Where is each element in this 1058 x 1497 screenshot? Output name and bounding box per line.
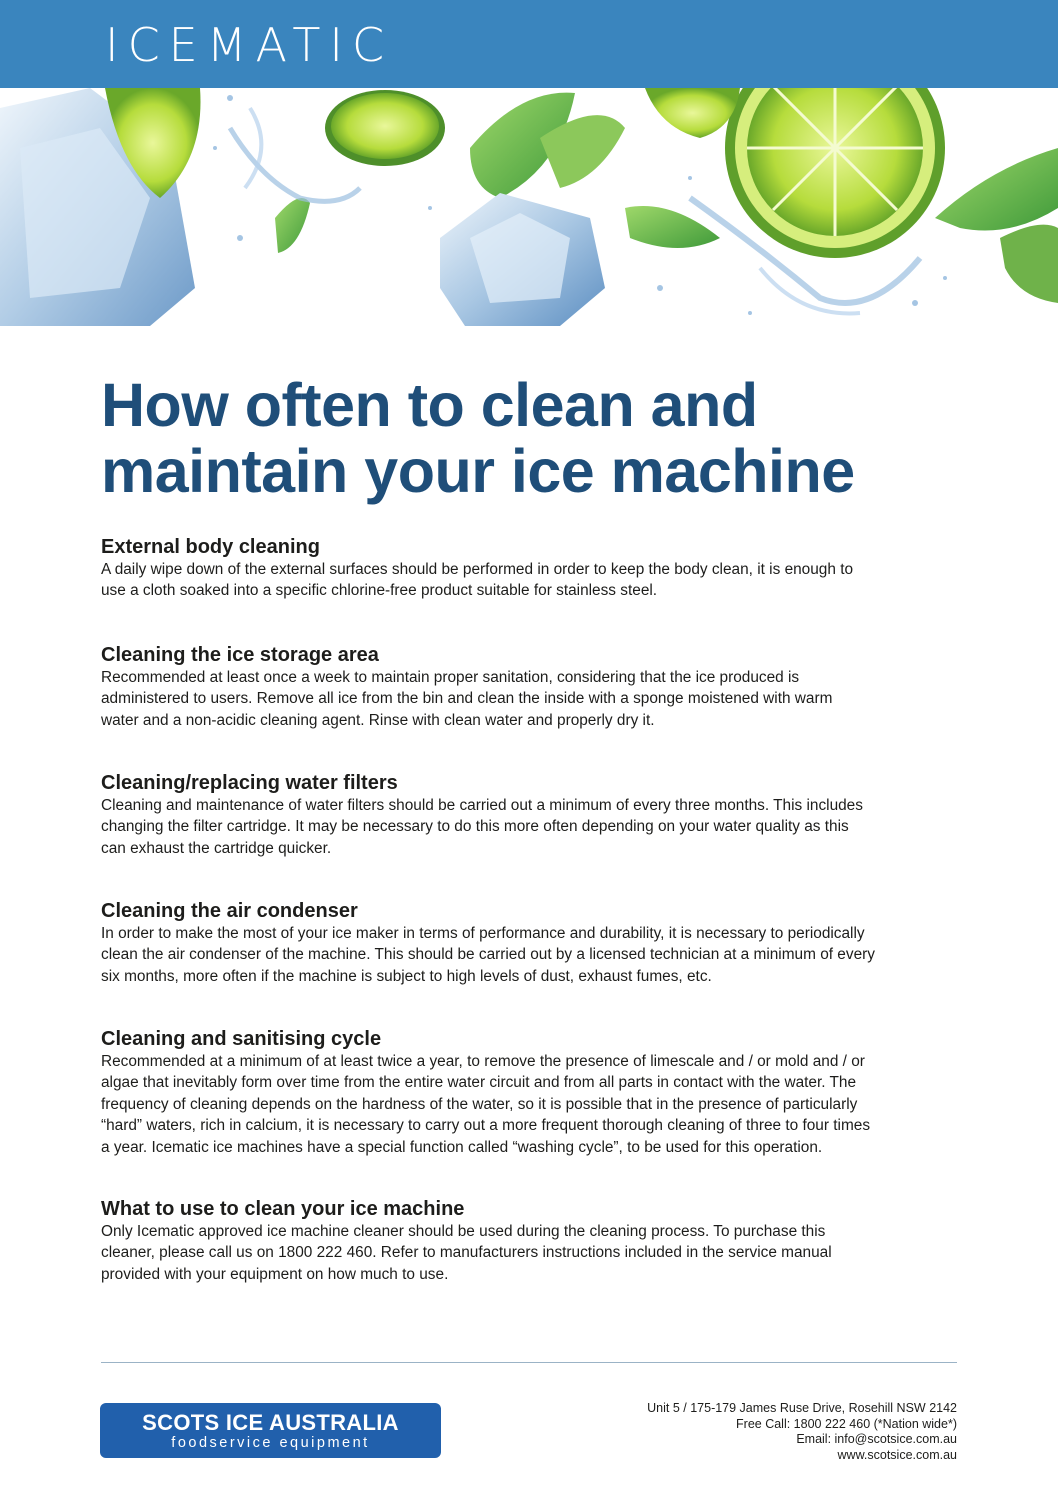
body-line: Cleaning and maintenance of water filters should be carried out a minimum of every three months. This includes — [101, 797, 863, 814]
page-title-line-2: maintain your ice machine — [101, 437, 855, 505]
body-line: A daily wipe down of the external surfaces should be performed in order to keep the body clean, it is enough to — [101, 561, 854, 578]
section-body — [101, 923, 875, 987]
section-water-filters — [101, 771, 863, 859]
page-title — [101, 372, 981, 504]
body-line: Recommended at a minimum of at least twice a year, to remove the presence of limescale and / or mold and / or — [101, 1053, 865, 1070]
body-line: “hard” waters, rich in calcium, it is necessary to carry out a more frequent thorough cleaning of three to four times — [101, 1117, 871, 1135]
body-line: clean the air condenser of the machine. This should be carried out by a licensed technician at a minimum of every — [101, 946, 875, 964]
section-external-body — [101, 535, 853, 602]
body-line: In order to make the most of your ice maker in terms of performance and durability, it is necessary to periodically — [101, 925, 865, 942]
hero-banner — [0, 88, 1058, 326]
section-heading: External body cleaning — [101, 536, 320, 558]
body-line: use a cloth soaked into a specific chlorine-free product suitable for stainless steel. — [101, 582, 658, 600]
contact-free-call: Free Call: 1800 222 460 (*Nation wide*) — [736, 1416, 957, 1431]
contact-email[interactable]: Email: info@scotsice.com.au — [796, 1432, 957, 1446]
section-body — [101, 559, 853, 602]
section-heading: Cleaning the air condenser — [101, 900, 358, 922]
body-line: frequency of cleaning depends on the hardness of the water, so it is possible that in the presence of particularly — [101, 1095, 858, 1113]
body-line: Recommended at least once a week to maintain proper sanitation, considering that the ice produced is — [101, 669, 800, 686]
footer-divider — [101, 1362, 957, 1363]
page-title-line-1: How often to clean and — [101, 371, 758, 439]
contact-website[interactable]: www.scotsice.com.au — [837, 1447, 957, 1462]
scots-ice-logo — [100, 1403, 441, 1458]
contact-address: Unit 5 / 175-179 James Ruse Drive, Rosehill NSW 2142 — [647, 1401, 957, 1415]
section-heading: Cleaning the ice storage area — [101, 644, 379, 666]
section-ice-storage — [101, 643, 832, 731]
section-heading: Cleaning/replacing water filters — [101, 772, 398, 794]
body-line: algae that inevitably form over time from the entire water circuit and from all parts in contact with the water. The — [101, 1074, 857, 1092]
logo-name: SCOTS ICE AUSTRALIA — [142, 1410, 399, 1435]
section-body — [101, 795, 863, 859]
body-line: water and a non-acidic cleaning agent. Rinse with clean water and properly dry it. — [101, 711, 655, 729]
logo-tagline: foodservice equipment — [171, 1435, 370, 1451]
section-sanitising-cycle — [101, 1027, 870, 1158]
section-air-condenser — [101, 899, 875, 987]
section-body — [101, 667, 832, 731]
body-line: changing the filter cartridge. It may be necessary to do this more often depending on your water quality as this — [101, 818, 849, 836]
body-line: Only Icematic approved ice machine cleaner should be used during the cleaning process. To purchase this — [101, 1223, 826, 1240]
section-body — [101, 1051, 870, 1158]
section-heading: What to use to clean your ice machine — [101, 1198, 465, 1220]
section-heading: Cleaning and sanitising cycle — [101, 1028, 382, 1050]
contact-block — [647, 1401, 957, 1463]
body-line: provided with your equipment on how much to use. — [101, 1265, 449, 1283]
body-line: cleaner, please call us on 1800 222 460. Refer to manufacturers instructions included in the service manual — [101, 1244, 832, 1262]
brand-logo: ICEMATIC — [105, 18, 394, 72]
body-line: a year. Icematic ice machines have a special function called “washing cycle”, to be used for this operation. — [101, 1138, 823, 1156]
header-bar — [0, 0, 1058, 88]
body-line: six months, more often if the machine is subject to high levels of dust, exhaust fumes, etc. — [101, 967, 712, 985]
lime-mint-ice-splash-icon — [0, 88, 1058, 326]
body-line: can exhaust the cartridge quicker. — [101, 839, 332, 857]
section-body — [101, 1221, 832, 1285]
body-line: administered to users. Remove all ice from the bin and clean the inside with a sponge moistened with warm — [101, 690, 833, 708]
section-what-to-use — [101, 1197, 832, 1285]
